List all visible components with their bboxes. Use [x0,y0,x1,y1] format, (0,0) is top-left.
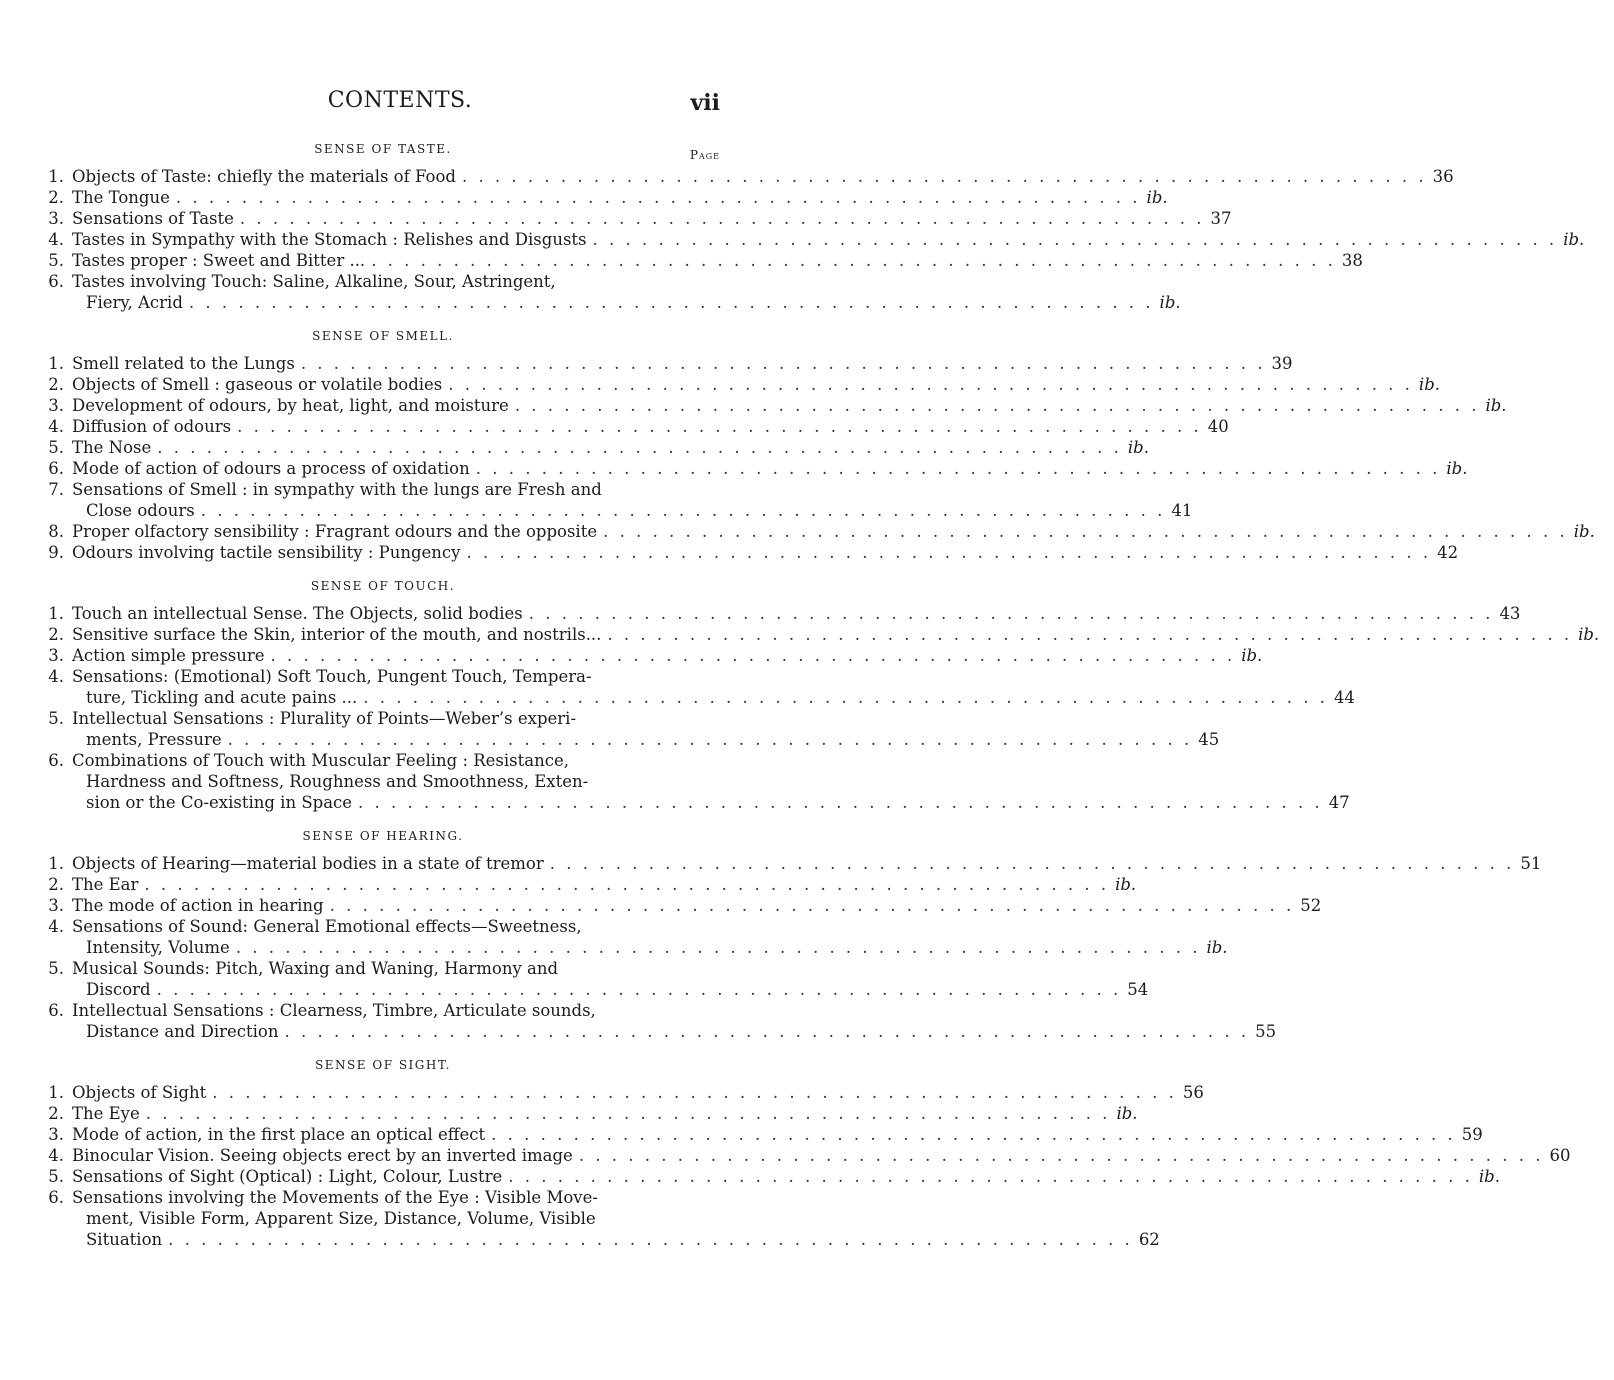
entry-text-line: Smell related to the Lungs [72,354,295,373]
entry-number: 6. [48,459,64,478]
contents-entry [40,542,1459,563]
entry-number: 2. [48,625,64,644]
entry-last-line [72,542,1459,563]
entry-body [72,958,1149,1000]
entry-last-line [72,1145,1571,1166]
entry-number: 3. [48,396,64,415]
contents-entry [40,1145,1571,1166]
entry-text-line: Mode of action of odours a process of oxidation [72,459,470,478]
contents-section [40,140,1585,313]
dot-leader: . . . . . . . . . . . . . . . . . . . . . . . . . . . . . . . . . . . . . . . . . . . . . . . . . . . . . . . . . . . [528,604,1494,623]
contents-entry [40,750,1350,813]
contents-entry [40,1124,1483,1145]
dot-leader: . . . . . . . . . . . . . . . . . . . . . . . . . . . . . . . . . . . . . . . . . . . . . . . . . . . . . . . . . . . [329,896,1295,915]
entry-body [72,416,1229,437]
entry-page-number: ib. [1418,375,1441,394]
entry-body [72,603,1521,624]
running-title: CONTENTS. [327,88,473,113]
entry-last-line [72,292,1181,313]
contents-entry [40,416,1229,437]
entry-number: 7. [48,480,64,499]
contents-section [40,1056,1571,1250]
entry-last-line [72,624,1600,645]
entry-page-number: ib. [1241,646,1263,665]
entry-text-line: sion or the Co-existing in Space [86,793,353,812]
entry-last-line [72,687,1355,708]
entry-number: 2. [48,875,64,894]
entry-text-line: Objects of Smell : gaseous or volatile bodies [72,375,443,394]
contents-entry [40,708,1220,750]
entry-body [72,874,1137,895]
page-column-label: Page [689,148,720,162]
running-head [0,88,800,118]
entry-number: 1. [48,604,64,623]
entry-number: 6. [48,1001,64,1020]
entry-last-line [72,187,1168,208]
entry-last-line [72,229,1585,250]
entry-page-number: 38 [1341,251,1363,270]
entry-number: 4. [48,667,64,686]
entry-last-line [72,166,1454,187]
entry-text-line: Discord [86,980,151,999]
entry-number: 5. [48,709,64,728]
entry-text-line: Fiery, Acrid [86,293,183,312]
page-folio: vii [690,90,720,116]
entry-body [72,353,1293,374]
entry-body [72,1166,1500,1187]
contents-entry [40,1187,1160,1250]
entry-page-number: ib. [1159,293,1181,312]
entry-last-line [72,374,1441,395]
entry-page-number: 41 [1171,501,1193,520]
entry-number: 8. [48,522,64,541]
entry-number: 1. [48,854,64,873]
entry-text-line: Combinations of Touch with Muscular Feeling : Resistance, [72,751,569,770]
entry-page-number: 44 [1333,688,1355,707]
entry-body [72,708,1220,750]
entry-text-line: Diffusion of odours [72,417,232,436]
entry-last-line [72,937,1228,958]
contents-entry [40,1103,1138,1124]
entry-text-line: Action simple pressure [72,646,265,665]
entry-last-line [72,874,1137,895]
entry-body [72,916,1228,958]
entry-text-line: Sensitive surface the Skin, interior of the mouth, and nostrils... [72,625,602,644]
entry-text-line: Binocular Vision. Seeing objects erect by an inverted image [72,1146,573,1165]
entry-number: 6. [48,1188,64,1207]
contents-entry [40,271,1181,313]
entry-body [72,542,1459,563]
entry-page-number: 62 [1138,1230,1160,1249]
entry-body [72,1000,1277,1042]
dot-leader: . . . . . . . . . . . . . . . . . . . . . . . . . . . . . . . . . . . . . . . . . . . . . . . . . . . . . . . . . . . [475,459,1441,478]
contents-entry [40,208,1232,229]
entry-number: 1. [48,354,64,373]
dot-leader: . . . . . . . . . . . . . . . . . . . . . . . . . . . . . . . . . . . . . . . . . . . . . . . . . . . . . . . . . . . [300,354,1266,373]
entry-text-line: Development of odours, by heat, light, and moisture [72,396,509,415]
entry-page-number: 39 [1271,354,1293,373]
contents-entry [40,874,1137,895]
entry-last-line [72,979,1149,1000]
entry-page-number: 51 [1520,854,1542,873]
entry-text-line: Objects of Hearing—material bodies in a state of tremor [72,854,544,873]
section-heading: SENSE OF TASTE. [314,142,452,156]
entry-text-line: Intensity, Volume [86,938,230,957]
contents-entry [40,479,1193,521]
dot-leader: . . . . . . . . . . . . . . . . . . . . . . . . . . . . . . . . . . . . . . . . . . . . . . . . . . . . . . . . . . . [239,209,1205,228]
entry-number: 6. [48,751,64,770]
entry-text-line: Situation [86,1230,163,1249]
entry-text-line: The mode of action in hearing [72,896,324,915]
entry-body [72,395,1507,416]
entry-page-number: 42 [1437,543,1459,562]
contents-entry [40,916,1228,958]
entry-text-line: Hardness and Softness, Roughness and Smoothness, Exten- [86,772,589,791]
entry-number: 5. [48,959,64,978]
entry-page-number: 55 [1255,1022,1277,1041]
contents-entry [40,395,1507,416]
entry-text-line: Touch an intellectual Sense. The Objects, solid bodies [72,604,523,623]
entry-number: 5. [48,251,64,270]
dot-leader: . . . . . . . . . . . . . . . . . . . . . . . . . . . . . . . . . . . . . . . . . . . . . . . . . . . . . . . . . . . [157,438,1122,457]
entry-text-line: The Nose [72,438,152,457]
entry-body [72,666,1355,708]
entry-number: 4. [48,1146,64,1165]
entry-body [72,458,1468,479]
dot-leader: . . . . . . . . . . . . . . . . . . . . . . . . . . . . . . . . . . . . . . . . . . . . . . . . . . . . . . . . . . . [607,625,1573,644]
dot-leader: . . . . . . . . . . . . . . . . . . . . . . . . . . . . . . . . . . . . . . . . . . . . . . . . . . . . . . . . . . . [461,167,1427,186]
entry-page-number: ib. [1116,1104,1138,1123]
entry-last-line [72,1021,1277,1042]
entry-page-number: 56 [1182,1083,1204,1102]
entry-number: 5. [48,438,64,457]
entry-last-line [72,1124,1483,1145]
entry-text-line: Sensations of Sound: General Emotional effects—Sweetness, [72,917,582,936]
contents-entry [40,958,1149,1000]
entry-text-line: The Eye [72,1104,140,1123]
entry-body [72,1124,1483,1145]
dot-leader: . . . . . . . . . . . . . . . . . . . . . . . . . . . . . . . . . . . . . . . . . . . . . . . . . . . . . . . . . . . [603,522,1568,541]
entry-page-number: ib. [1446,459,1468,478]
entry-last-line [72,250,1363,271]
entry-last-line [72,853,1542,874]
entry-text-line: Tastes involving Touch: Saline, Alkaline, Sour, Astringent, [72,272,556,291]
entry-page-number: ib. [1206,938,1228,957]
entry-last-line [72,500,1193,521]
entry-number: 1. [48,1083,64,1102]
dot-leader: . . . . . . . . . . . . . . . . . . . . . . . . . . . . . . . . . . . . . . . . . . . . . . . . . . . . . . . . . . . [235,938,1201,957]
entry-last-line [72,416,1229,437]
dot-leader: . . . . . . . . . . . . . . . . . . . . . . . . . . . . . . . . . . . . . . . . . . . . . . . . . . . . . . . . . . . [358,793,1323,812]
dot-leader: . . . . . . . . . . . . . . . . . . . . . . . . . . . . . . . . . . . . . . . . . . . . . . . . . . . . . . . . . . . [145,1104,1111,1123]
entry-last-line [72,458,1468,479]
entry-page-number: 37 [1210,209,1232,228]
entry-last-line [72,1082,1204,1103]
entry-text-line: Proper olfactory sensibility : Fragrant odours and the opposite [72,522,598,541]
entry-number: 2. [48,1104,64,1123]
contents-entry [40,895,1322,916]
dot-leader: . . . . . . . . . . . . . . . . . . . . . . . . . . . . . . . . . . . . . . . . . . . . . . . . . . . . . . . . . . . [237,417,1202,436]
contents-entry [40,603,1521,624]
entry-last-line [72,729,1220,750]
entry-last-line [72,895,1322,916]
entry-text-line: ments, Pressure [86,730,222,749]
entry-last-line [72,208,1232,229]
entry-text-line: Odours involving tactile sensibility : Pungency [72,543,461,562]
contents-entry [40,250,1363,271]
entry-body [72,271,1181,313]
entry-page-number: 40 [1207,417,1229,436]
entry-body [72,624,1600,645]
section-heading: SENSE OF SIGHT. [315,1058,451,1072]
entry-body [72,853,1542,874]
entry-body [72,1187,1160,1250]
contents-section [40,327,1595,563]
entry-number: 3. [48,896,64,915]
entry-body [72,1145,1571,1166]
entry-number: 5. [48,1167,64,1186]
dot-leader: . . . . . . . . . . . . . . . . . . . . . . . . . . . . . . . . . . . . . . . . . . . . . . . . . . . . . . . . . . . [200,501,1166,520]
dot-leader: . . . . . . . . . . . . . . . . . . . . . . . . . . . . . . . . . . . . . . . . . . . . . . . . . . . . . . . . . . . [448,375,1413,394]
entry-number: 2. [48,375,64,394]
entry-text-line: Objects of Sight [72,1083,207,1102]
entry-page-number: 52 [1300,896,1322,915]
entry-page-number: 60 [1549,1146,1571,1165]
dot-leader: . . . . . . . . . . . . . . . . . . . . . . . . . . . . . . . . . . . . . . . . . . . . . . . . . . . . . . . . . . . [168,1230,1133,1249]
entry-text-line: ment, Visible Form, Apparent Size, Distance, Volume, Visible [86,1209,596,1228]
contents-section [40,577,1600,813]
entry-body [72,208,1232,229]
entry-number: 3. [48,646,64,665]
contents-entry [40,437,1149,458]
entry-page-number: 36 [1432,167,1454,186]
dot-leader: . . . . . . . . . . . . . . . . . . . . . . . . . . . . . . . . . . . . . . . . . . . . . . . . . . . . . . . . . . . [227,730,1193,749]
section-heading: SENSE OF SMELL. [312,329,454,343]
contents-section [40,827,1542,1042]
entry-page-number: ib. [1563,230,1585,249]
entry-last-line [72,1166,1500,1187]
contents-entry [40,624,1600,645]
entry-body [72,437,1149,458]
contents-sections [40,140,1600,1264]
entry-last-line [72,792,1350,813]
entry-page-number: ib. [1478,1167,1500,1186]
entry-page-number: 54 [1127,980,1149,999]
entry-number: 3. [48,1125,64,1144]
entry-number: 9. [48,543,64,562]
contents-entry [40,1166,1500,1187]
entry-text-line: Sensations: (Emotional) Soft Touch, Pungent Touch, Tempera- [72,667,592,686]
entry-page-number: ib. [1127,438,1149,457]
dot-leader: . . . . . . . . . . . . . . . . . . . . . . . . . . . . . . . . . . . . . . . . . . . . . . . . . . . . . . . . . . . [270,646,1236,665]
entry-body [72,229,1585,250]
dot-leader: . . . . . . . . . . . . . . . . . . . . . . . . . . . . . . . . . . . . . . . . . . . . . . . . . . . . . . . . . . . [144,875,1110,894]
contents-entry [40,374,1441,395]
entry-body [72,521,1595,542]
entry-body [72,1082,1204,1103]
dot-leader: . . . . . . . . . . . . . . . . . . . . . . . . . . . . . . . . . . . . . . . . . . . . . . . . . . . . . . . . . . . [578,1146,1544,1165]
entry-body [72,895,1322,916]
entry-text-line: Intellectual Sensations : Clearness, Timbre, Articulate sounds, [72,1001,596,1020]
contents-entry [40,1082,1204,1103]
entry-page-number: 45 [1198,730,1220,749]
contents-entry [40,187,1168,208]
entry-body [72,479,1193,521]
entry-page-number: ib. [1573,522,1595,541]
contents-entry [40,353,1293,374]
entry-page-number: ib. [1115,875,1137,894]
entry-text-line: Objects of Taste: chiefly the materials of Food [72,167,456,186]
entry-text-line: Sensations of Sight (Optical) : Light, Colour, Lustre [72,1167,503,1186]
dot-leader: . . . . . . . . . . . . . . . . . . . . . . . . . . . . . . . . . . . . . . . . . . . . . . . . . . . . . . . . . . . [212,1083,1177,1102]
entry-text-line: ture, Tickling and acute pains ... [86,688,358,707]
entry-body [72,187,1168,208]
entry-text-line: Mode of action, in the first place an optical effect [72,1125,486,1144]
dot-leader: . . . . . . . . . . . . . . . . . . . . . . . . . . . . . . . . . . . . . . . . . . . . . . . . . . . . . . . . . . . [549,854,1515,873]
entry-page-number: ib. [1146,188,1168,207]
entry-last-line [72,437,1149,458]
dot-leader: . . . . . . . . . . . . . . . . . . . . . . . . . . . . . . . . . . . . . . . . . . . . . . . . . . . . . . . . . . . [466,543,1432,562]
entry-number: 3. [48,209,64,228]
dot-leader: . . . . . . . . . . . . . . . . . . . . . . . . . . . . . . . . . . . . . . . . . . . . . . . . . . . . . . . . . . . [363,688,1328,707]
entry-number: 6. [48,272,64,291]
contents-entry [40,666,1355,708]
entry-last-line [72,395,1507,416]
dot-leader: . . . . . . . . . . . . . . . . . . . . . . . . . . . . . . . . . . . . . . . . . . . . . . . . . . . . . . . . . . . [508,1167,1473,1186]
entry-text-line: Musical Sounds: Pitch, Waxing and Waning, Harmony and [72,959,559,978]
entry-text-line: The Tongue [72,188,170,207]
dot-leader: . . . . . . . . . . . . . . . . . . . . . . . . . . . . . . . . . . . . . . . . . . . . . . . . . . . . . . . . . . . [188,293,1154,312]
entry-number: 2. [48,188,64,207]
dot-leader: . . . . . . . . . . . . . . . . . . . . . . . . . . . . . . . . . . . . . . . . . . . . . . . . . . . . . . . . . . . [491,1125,1456,1144]
contents-entry [40,853,1542,874]
entry-number: 4. [48,230,64,249]
entry-last-line [72,1229,1160,1250]
contents-entry [40,645,1263,666]
entry-text-line: Sensations of Smell : in sympathy with the lungs are Fresh and [72,480,602,499]
entry-body [72,166,1454,187]
entry-number: 1. [48,167,64,186]
entry-body [72,374,1441,395]
entry-page-number: 43 [1499,604,1521,623]
entry-page-number: ib. [1485,396,1507,415]
entry-page-number: 59 [1461,1125,1483,1144]
dot-leader: . . . . . . . . . . . . . . . . . . . . . . . . . . . . . . . . . . . . . . . . . . . . . . . . . . . . . . . . . . . [514,396,1480,415]
section-heading: SENSE OF TOUCH. [310,579,456,593]
entry-page-number: 47 [1328,793,1350,812]
entry-body [72,645,1263,666]
entry-text-line: Intellectual Sensations : Plurality of Points—Weber’s experi- [72,709,577,728]
entry-number: 4. [48,917,64,936]
entry-last-line [72,521,1595,542]
entry-body [72,1103,1138,1124]
entry-text-line: Distance and Direction [86,1022,279,1041]
entry-text-line: Sensations involving the Movements of the Eye : Visible Move- [72,1188,598,1207]
contents-entry [40,458,1468,479]
section-heading: SENSE OF HEARING. [302,829,464,843]
dot-leader: . . . . . . . . . . . . . . . . . . . . . . . . . . . . . . . . . . . . . . . . . . . . . . . . . . . . . . . . . . . [371,251,1336,270]
entry-text-line: Sensations of Taste [72,209,234,228]
contents-entry [40,1000,1277,1042]
entry-number: 4. [48,417,64,436]
dot-leader: . . . . . . . . . . . . . . . . . . . . . . . . . . . . . . . . . . . . . . . . . . . . . . . . . . . . . . . . . . . [284,1022,1250,1041]
entry-body [72,750,1350,813]
entry-last-line [72,645,1263,666]
dot-leader: . . . . . . . . . . . . . . . . . . . . . . . . . . . . . . . . . . . . . . . . . . . . . . . . . . . . . . . . . . . [175,188,1141,207]
contents-entry [40,521,1595,542]
entry-text-line: The Ear [72,875,139,894]
entry-body [72,250,1363,271]
dot-leader: . . . . . . . . . . . . . . . . . . . . . . . . . . . . . . . . . . . . . . . . . . . . . . . . . . . . . . . . . . . [156,980,1122,999]
entry-text-line: Tastes in Sympathy with the Stomach : Relishes and Disgusts [72,230,587,249]
entry-last-line [72,1103,1138,1124]
entry-last-line [72,353,1293,374]
entry-last-line [72,603,1521,624]
entry-page-number: ib. [1578,625,1600,644]
entry-text-line: Close odours [86,501,195,520]
contents-entry [40,166,1454,187]
dot-leader: . . . . . . . . . . . . . . . . . . . . . . . . . . . . . . . . . . . . . . . . . . . . . . . . . . . . . . . . . . . [592,230,1558,249]
contents-entry [40,229,1585,250]
entry-text-line: Tastes proper : Sweet and Bitter ... [72,251,366,270]
